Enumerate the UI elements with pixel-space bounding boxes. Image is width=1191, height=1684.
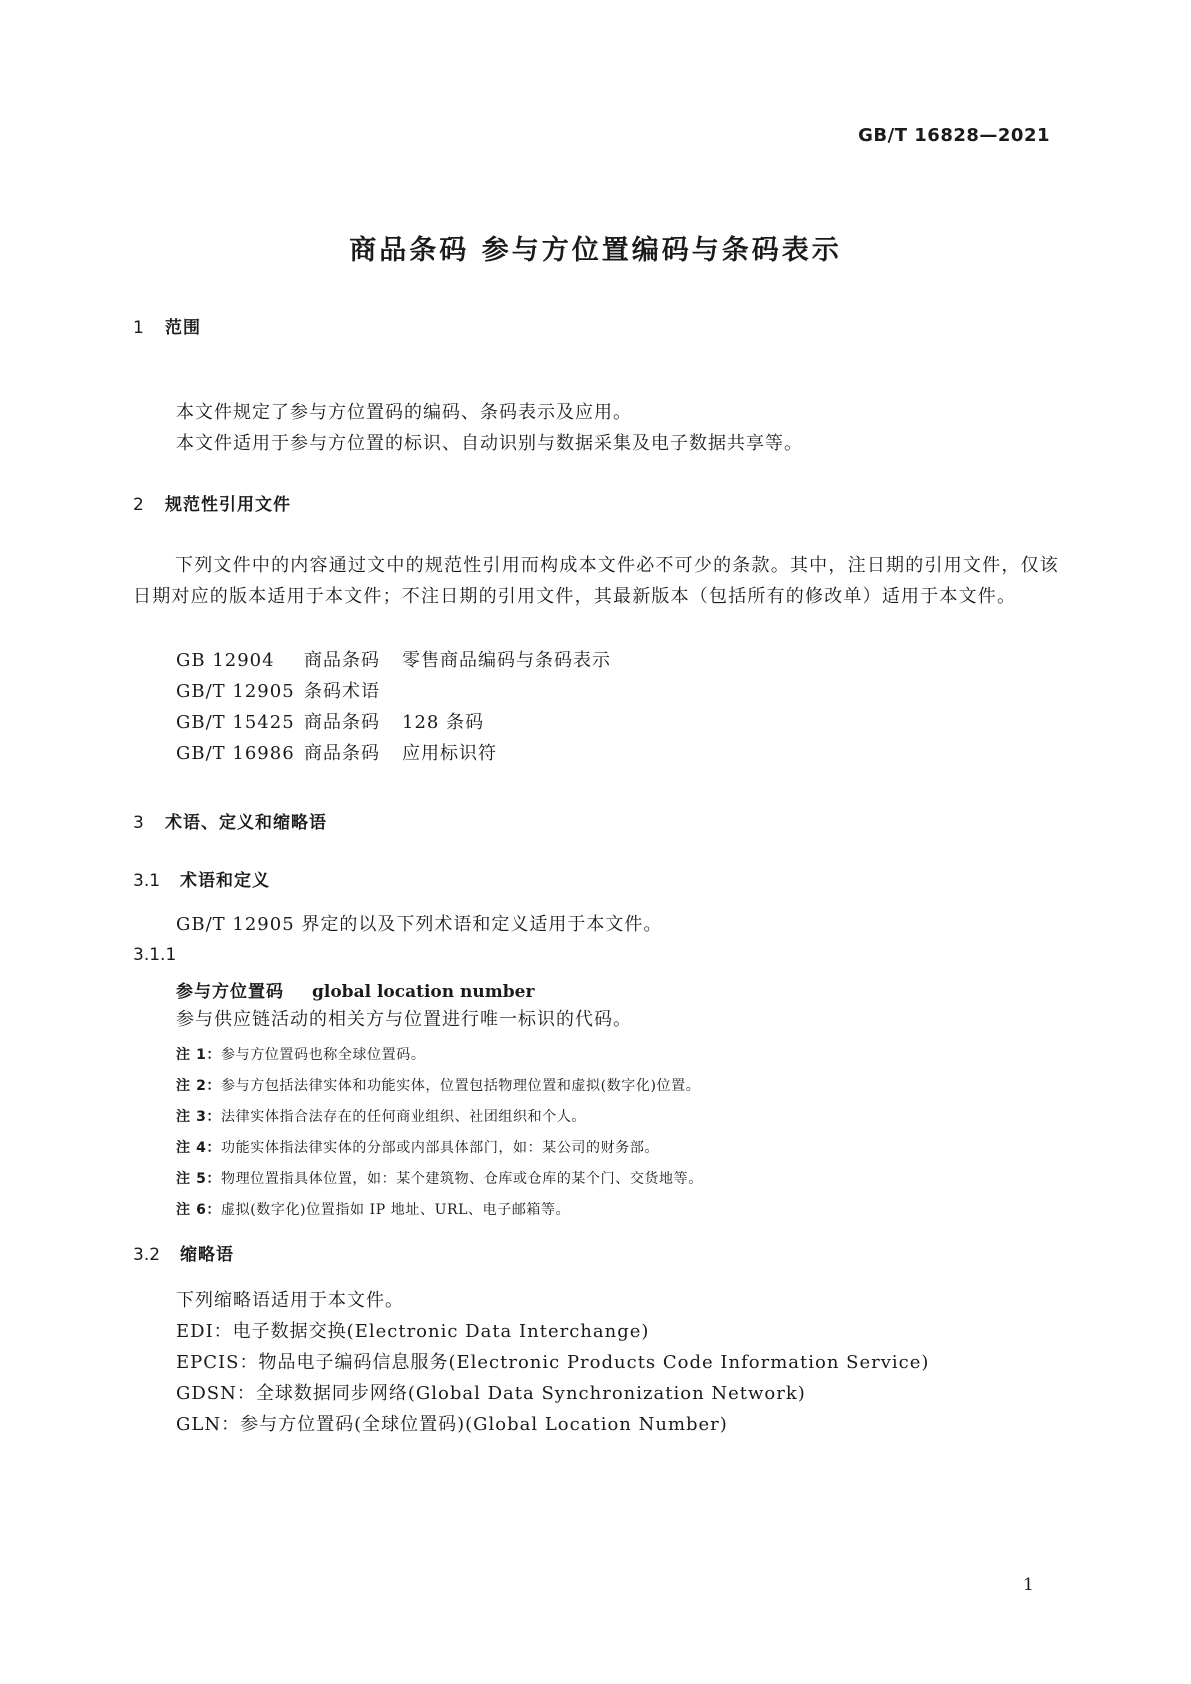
reference-name: 条码术语 xyxy=(304,681,380,702)
reference-subtitle: 应用标识符 xyxy=(402,743,497,764)
subsection-number: 3.2 xyxy=(133,1245,161,1265)
note-label: 注 1： xyxy=(176,1047,222,1063)
term-definition: 参与供应链活动的相关方与位置进行唯一标识的代码。 xyxy=(176,1009,632,1030)
page-number: 1 xyxy=(1023,1575,1034,1595)
reference-subtitle: 零售商品编码与条码表示 xyxy=(402,650,611,671)
subsection-title: 缩略语 xyxy=(180,1245,234,1265)
reference-code: GB/T 12905 xyxy=(176,681,295,702)
reference-code: GB/T 16986 xyxy=(176,743,295,764)
reference-name: 商品条码 xyxy=(304,743,380,764)
term-note xyxy=(176,1106,586,1126)
reference-code: GB/T 15425 xyxy=(176,712,295,733)
note-text: 功能实体指法律实体的分部或内部具体部门，如：某公司的财务部。 xyxy=(221,1140,660,1156)
terms-intro: GB/T 12905 界定的以及下列术语和定义适用于本文件。 xyxy=(176,914,663,935)
section-3-1-heading xyxy=(133,866,270,891)
term-note xyxy=(176,1199,570,1219)
subsection-number: 3.1 xyxy=(133,871,161,891)
term-note xyxy=(176,1137,659,1157)
reference-code: GB 12904 xyxy=(176,650,275,671)
note-label: 注 2： xyxy=(176,1078,222,1094)
section-title: 范围 xyxy=(165,318,201,338)
term-name-en: global location number xyxy=(312,982,535,1002)
note-text: 参与方包括法律实体和功能实体，位置包括物理位置和虚拟(数字化)位置。 xyxy=(221,1078,701,1094)
note-label: 注 6： xyxy=(176,1202,222,1218)
abbreviation-item: GDSN：全球数据同步网络(Global Data Synchronization Network) xyxy=(176,1383,806,1404)
note-text: 物理位置指具体位置，如：某个建筑物、仓库或仓库的某个门、交货地等。 xyxy=(221,1171,703,1187)
note-text: 参与方位置码也称全球位置码。 xyxy=(221,1047,426,1063)
note-text: 法律实体指合法存在的任何商业组织、社团组织和个人。 xyxy=(221,1109,587,1125)
section-title: 规范性引用文件 xyxy=(165,495,291,515)
reference-subtitle: 128 条码 xyxy=(402,712,485,733)
scope-paragraph-1: 本文件规定了参与方位置码的编码、条码表示及应用。 xyxy=(176,402,632,423)
section-number: 3 xyxy=(133,813,144,833)
reference-item xyxy=(176,708,484,738)
subsection-title: 术语和定义 xyxy=(180,871,270,891)
term-note xyxy=(176,1168,703,1188)
term-note xyxy=(176,1044,425,1064)
section-1-heading xyxy=(133,313,201,338)
section-number: 1 xyxy=(133,318,144,338)
section-title: 术语、定义和缩略语 xyxy=(165,813,327,833)
section-2-heading xyxy=(133,490,291,515)
term-number: 3.1.1 xyxy=(133,945,177,965)
term-note xyxy=(176,1075,700,1095)
abbreviations-intro: 下列缩略语适用于本文件。 xyxy=(176,1290,404,1311)
note-label: 注 5： xyxy=(176,1171,222,1187)
reference-item xyxy=(176,646,611,676)
note-text: 虚拟(数字化)位置指如 IP 地址、URL、电子邮箱等。 xyxy=(221,1202,571,1218)
term-heading xyxy=(176,977,534,1002)
reference-name: 商品条码 xyxy=(304,712,380,733)
section-3-heading xyxy=(133,808,327,833)
abbreviation-item: GLN：参与方位置码(全球位置码)(Global Location Number) xyxy=(176,1414,728,1435)
note-label: 注 3： xyxy=(176,1109,222,1125)
section-3-2-heading xyxy=(133,1240,234,1265)
abbreviation-item: EPCIS：物品电子编码信息服务(Electronic Products Code Information Service) xyxy=(176,1352,930,1373)
scope-paragraph-2: 本文件适用于参与方位置的标识、自动识别与数据采集及电子数据共享等。 xyxy=(176,433,803,454)
standard-number: GB/T 16828—2021 xyxy=(858,125,1050,146)
term-name-cn: 参与方位置码 xyxy=(176,982,284,1002)
normative-references-intro: 下列文件中的内容通过文中的规范性引用而构成本文件必不可少的条款。其中，注日期的引用文件，仅该日期对应的版本适用于本文件；不注日期的引用文件，其最新版本（包括所有的修改单）适用于本文件。 xyxy=(133,555,1059,607)
reference-item xyxy=(176,739,497,769)
section-number: 2 xyxy=(133,495,144,515)
document-title: 商品条码 参与方位置编码与条码表示 xyxy=(349,235,842,266)
reference-name: 商品条码 xyxy=(304,650,380,671)
abbreviation-item: EDI：电子数据交换(Electronic Data Interchange) xyxy=(176,1321,650,1342)
note-label: 注 4： xyxy=(176,1140,222,1156)
reference-item xyxy=(176,677,380,707)
